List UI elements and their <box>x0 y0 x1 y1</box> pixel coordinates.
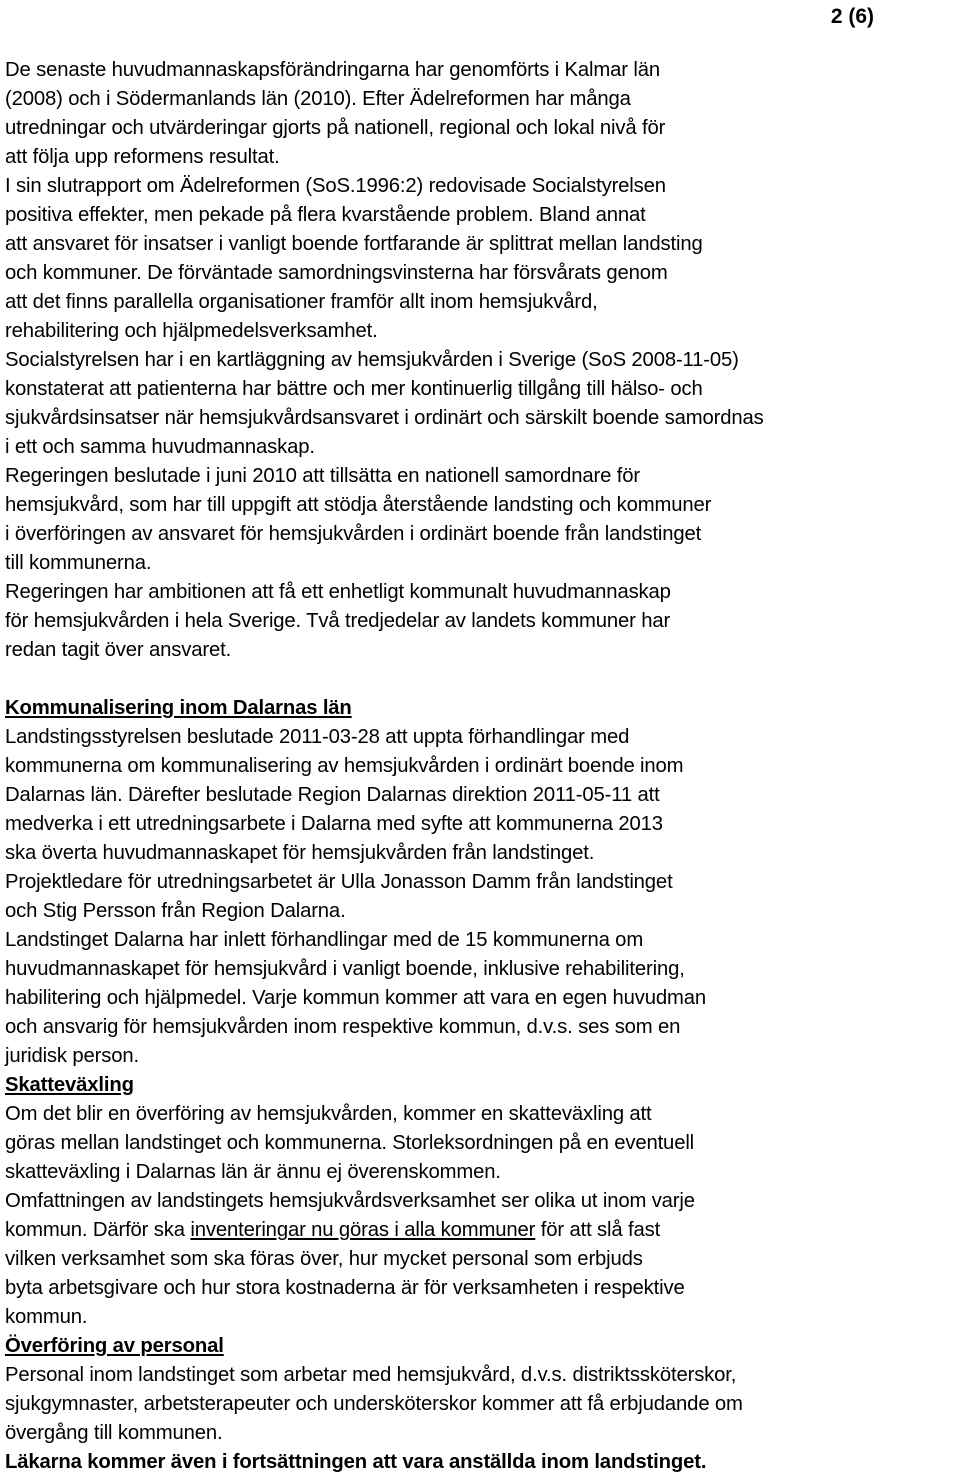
text-line: i överföringen av ansvaret för hemsjukvården i ordinärt boende från landstinget <box>5 523 702 545</box>
text-line: kommun. <box>5 1306 88 1328</box>
intro-section <box>5 56 960 665</box>
text-line: övergång till kommunen. <box>5 1422 223 1444</box>
section-heading-personal: Överföring av personal <box>5 1335 224 1357</box>
dalarna-section <box>5 694 960 1071</box>
text-line: att följa upp reformens resultat. <box>5 146 280 168</box>
underlined-phrase: inventeringar nu göras i alla kommuner <box>190 1219 536 1241</box>
text-line: ska överta huvudmannaskapet för hemsjukvården från landstinget. <box>5 842 595 864</box>
text-line: för hemsjukvården i hela Sverige. Två tredjedelar av landets kommuner har <box>5 610 671 632</box>
text-line: huvudmannaskapet för hemsjukvård i vanligt boende, inklusive rehabilitering, <box>5 958 685 980</box>
section-heading-skattevaxling: Skatteväxling <box>5 1074 134 1096</box>
text-line: Om det blir en överföring av hemsjukvården, kommer en skatteväxling att <box>5 1103 652 1125</box>
text-line: och kommuner. De förväntade samordningsvinsterna har försvårats genom <box>5 262 668 284</box>
text-line: skatteväxling i Dalarnas län är ännu ej överenskommen. <box>5 1161 501 1183</box>
text-line: utredningar och utvärderingar gjorts på nationell, regional och lokal nivå för <box>5 117 666 139</box>
page-number: 2 (6) <box>830 5 874 28</box>
text-line: I sin slutrapport om Ädelreformen (SoS.1996:2) redovisade Socialstyrelsen <box>5 175 666 197</box>
text-line: Landstinget Dalarna har inlett förhandlingar med de 15 kommunerna om <box>5 929 644 951</box>
text-line: Landstingsstyrelsen beslutade 2011-03-28 att uppta förhandlingar med <box>5 726 630 748</box>
text-line: Personal inom landstinget som arbetar med hemsjukvård, d.v.s. distriktssköterskor, <box>5 1364 737 1386</box>
text-line: rehabilitering och hjälpmedelsverksamhet. <box>5 320 378 342</box>
text-line: hemsjukvård, som har till uppgift att stödja återstående landsting och kommuner <box>5 494 712 516</box>
document-body <box>5 56 960 1477</box>
text-line: Regeringen har ambitionen att få ett enhetligt kommunalt huvudmannaskap <box>5 581 671 603</box>
section-heading-dalarna: Kommunalisering inom Dalarnas län <box>5 697 352 719</box>
text-line: och ansvarig för hemsjukvården inom respektive kommun, d.v.s. ses som en <box>5 1016 681 1038</box>
text-line: konstaterat att patienterna har bättre och mer kontinuerlig tillgång till hälso- och <box>5 378 703 400</box>
text-line: Regeringen beslutade i juni 2010 att tillsätta en nationell samordnare för <box>5 465 640 487</box>
text-line: vilken verksamhet som ska föras över, hur mycket personal som erbjuds <box>5 1248 643 1270</box>
text-line: redan tagit över ansvaret. <box>5 639 232 661</box>
text-line: i ett och samma huvudmannaskap. <box>5 436 315 458</box>
text-line: Omfattningen av landstingets hemsjukvårdsverksamhet ser olika ut inom varje <box>5 1190 695 1212</box>
text-line: byta arbetsgivare och hur stora kostnaderna är för verksamheten i respektive <box>5 1277 685 1299</box>
skattevaxling-section <box>5 1071 960 1332</box>
text-line: habilitering och hjälpmedel. Varje kommun kommer att vara en egen huvudman <box>5 987 707 1009</box>
text-line: sjukgymnaster, arbetsterapeuter och undersköterskor kommer att få erbjudande om <box>5 1393 743 1415</box>
text-line: Socialstyrelsen har i en kartläggning av hemsjukvården i Sverige (SoS 2008-11-05) <box>5 349 739 371</box>
text-line: Dalarnas län. Därefter beslutade Region Dalarnas direktion 2011-05-11 att <box>5 784 660 806</box>
text-line: och Stig Persson från Region Dalarna. <box>5 900 346 922</box>
text-line: juridisk person. <box>5 1045 139 1067</box>
text-line: Projektledare för utredningsarbetet är Ulla Jonasson Damm från landstinget <box>5 871 673 893</box>
text-segment: kommun. Därför ska <box>5 1219 191 1241</box>
text-line: till kommunerna. <box>5 552 152 574</box>
text-line: (2008) och i Södermanlands län (2010). Efter Ädelreformen har många <box>5 88 631 110</box>
text-line: kommunerna om kommunalisering av hemsjukvården i ordinärt boende inom <box>5 755 684 777</box>
text-line: att ansvaret för insatser i vanligt boende fortfarande är splittrat mellan landsting <box>5 233 703 255</box>
personal-section <box>5 1332 960 1477</box>
bold-statement: Läkarna kommer även i fortsättningen att vara anställda inom landstinget. <box>5 1451 707 1473</box>
text-segment: för att slå fast <box>535 1219 661 1241</box>
text-line: positiva effekter, men pekade på flera kvarstående problem. Bland annat <box>5 204 646 226</box>
text-line-with-underline <box>5 1216 960 1245</box>
paragraph-gap <box>5 665 960 694</box>
text-line: göras mellan landstinget och kommunerna. Storleksordningen på en eventuell <box>5 1132 695 1154</box>
text-line: att det finns parallella organisationer framför allt inom hemsjukvård, <box>5 291 598 313</box>
text-line: medverka i ett utredningsarbete i Dalarna med syfte att kommunerna 2013 <box>5 813 663 835</box>
text-line: De senaste huvudmannaskapsförändringarna har genomförts i Kalmar län <box>5 59 660 81</box>
text-line: sjukvårdsinsatser när hemsjukvårdsansvaret i ordinärt och särskilt boende samordnas <box>5 407 764 429</box>
